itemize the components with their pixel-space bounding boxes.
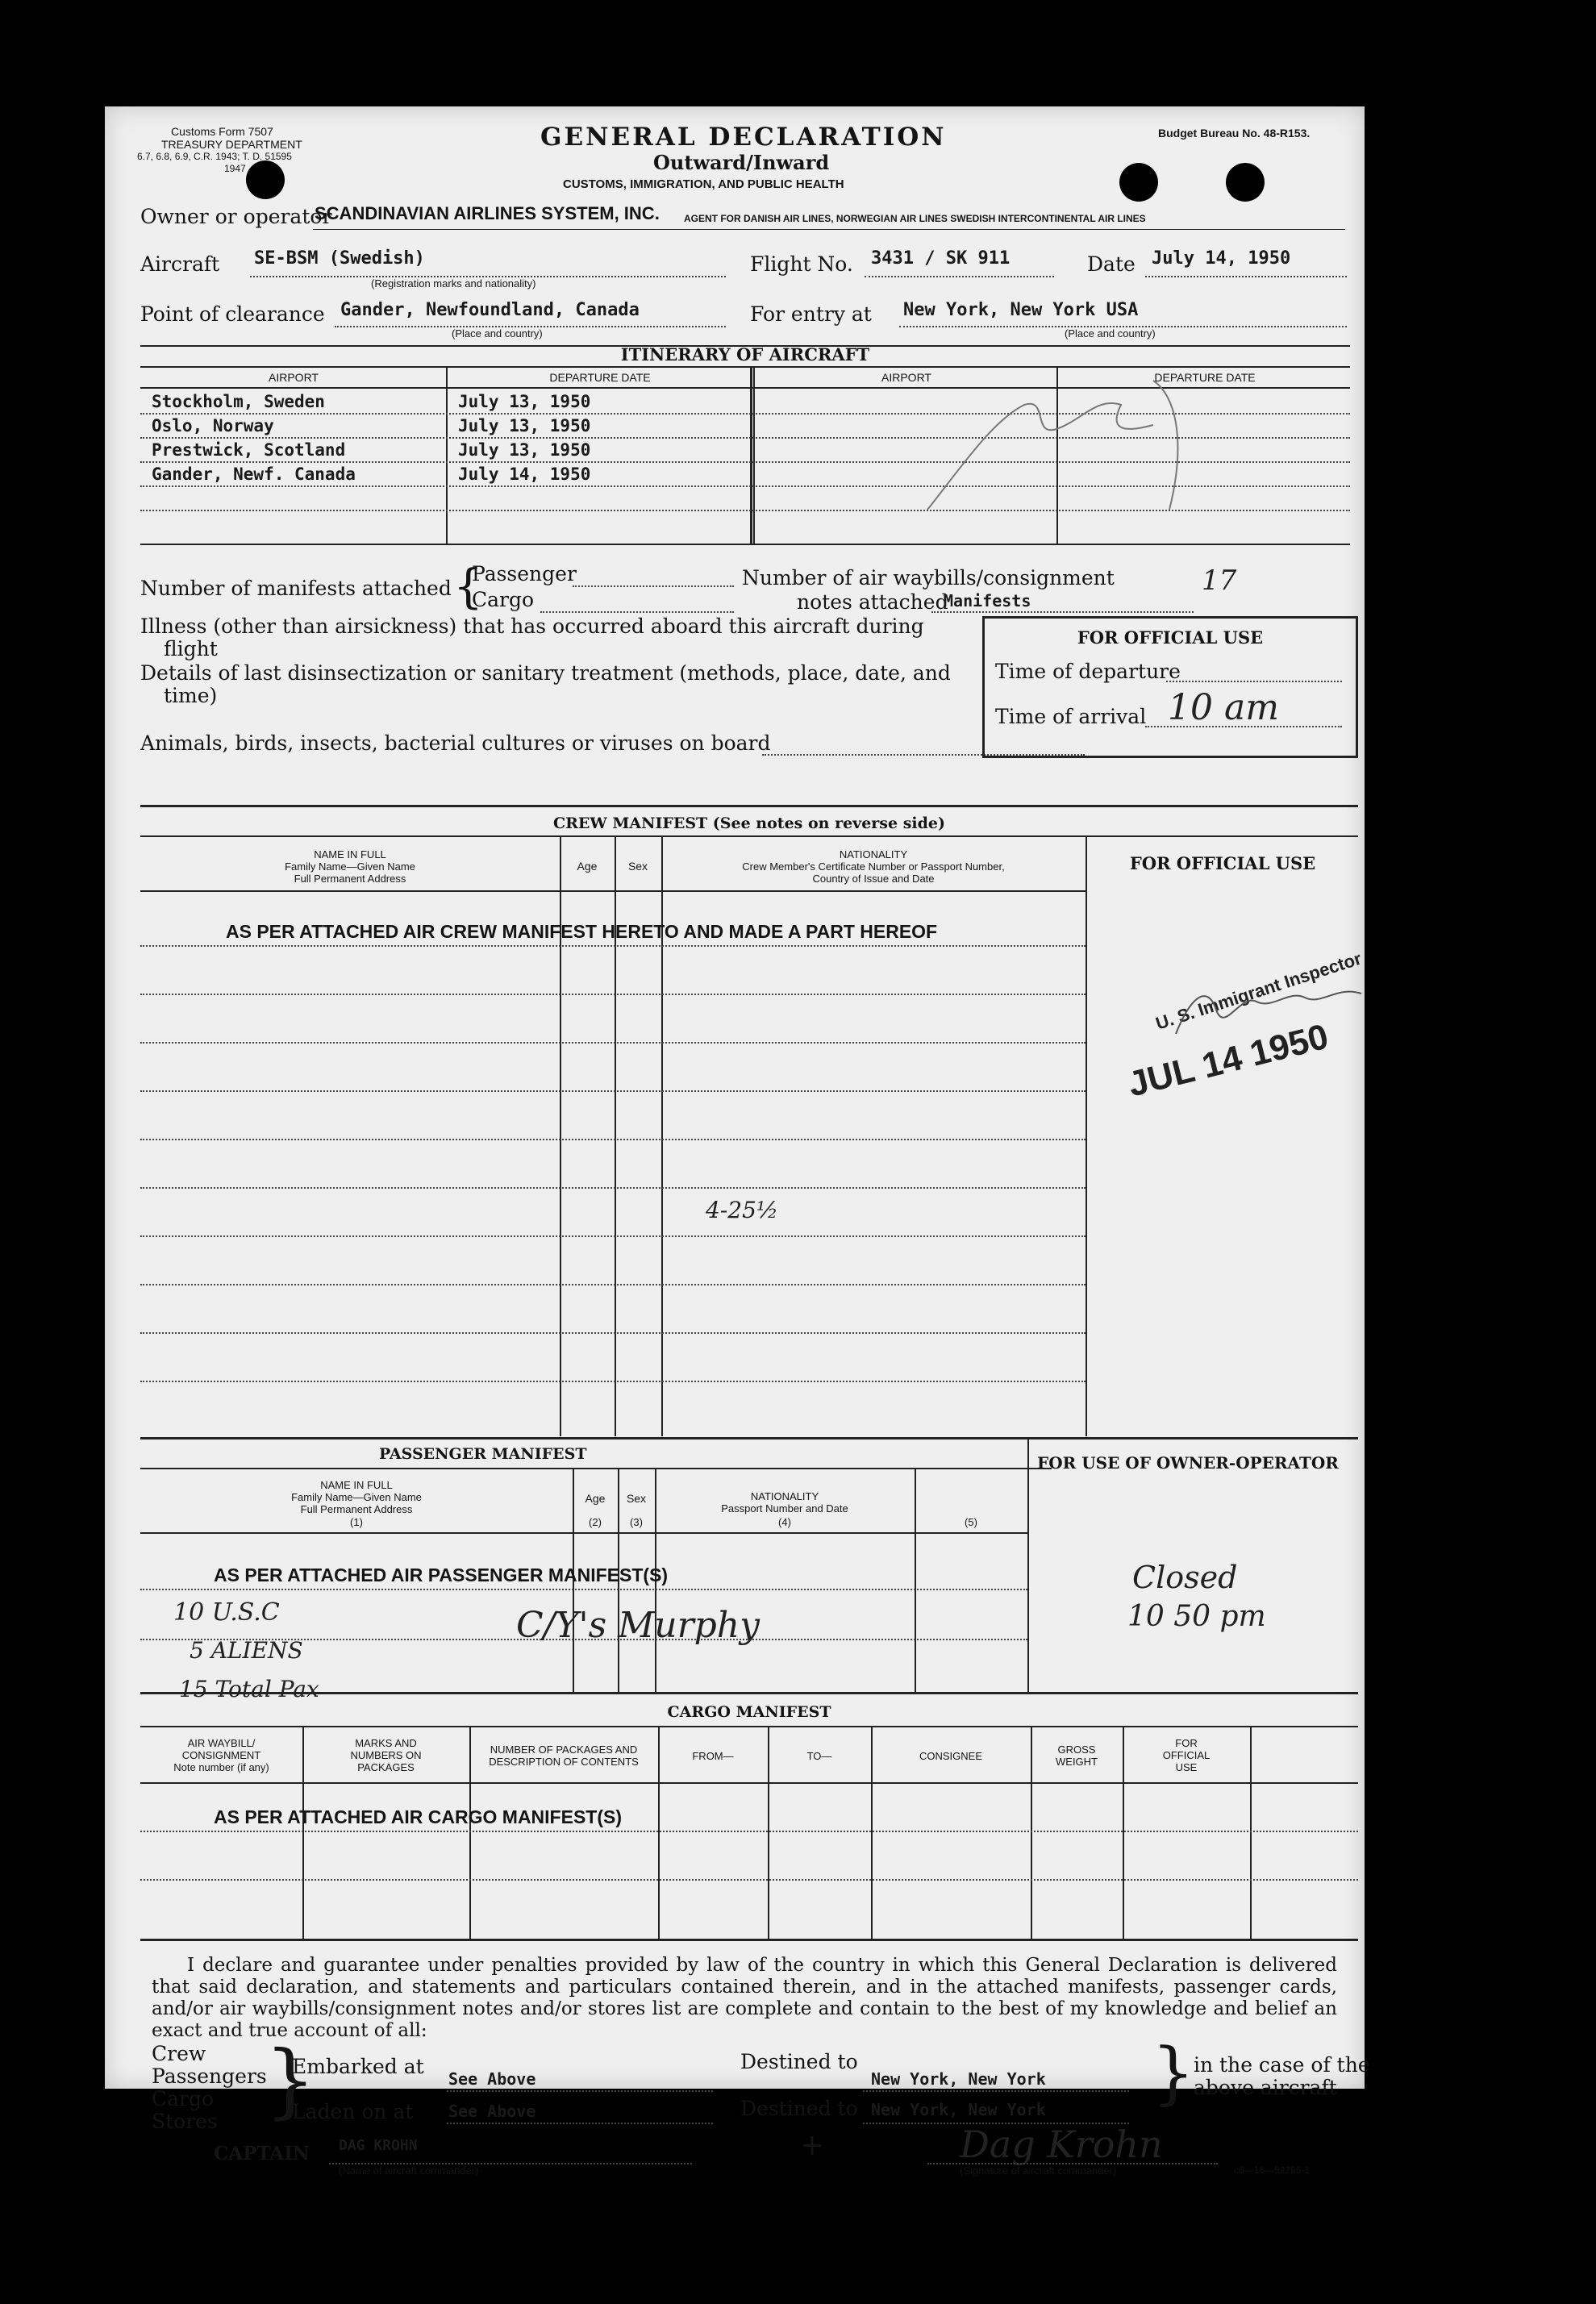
form-date: 1947 <box>224 163 246 174</box>
crew-official-use: FOR OFFICIAL USE <box>1129 853 1316 873</box>
itinerary-scribble <box>911 348 1202 534</box>
passenger-col-name: NAME IN FULL Family Name—Given Name Full Permanent Address <box>291 1479 422 1515</box>
form-subtitle: CUSTOMS, IMMIGRATION, AND PUBLIC HEALTH <box>563 177 844 191</box>
clearance-label: Point of clearance <box>140 302 325 326</box>
owner-operator-use: FOR USE OF OWNER-OPERATOR <box>1037 1453 1339 1473</box>
entry-note: (Place and country) <box>1065 327 1156 340</box>
cargo-col-consignee: CONSIGNEE <box>919 1750 982 1762</box>
declaration-form <box>105 106 1370 2177</box>
passenger-col-num-3: (3) <box>630 1516 643 1528</box>
inspector-signature <box>1168 977 1377 1050</box>
passenger-hand-murphy: C/Y's Murphy <box>516 1605 760 1646</box>
embarked-label: Embarked at <box>292 2055 424 2078</box>
passenger-col-num-1: (1) <box>350 1516 363 1528</box>
immigration-stamp-inspector: U. S. Immigrant Inspector <box>1153 948 1365 1034</box>
decl-crew: Crew <box>152 2042 206 2065</box>
cargo-col-from: FROM— <box>692 1750 734 1762</box>
entry-label: For entry at <box>750 302 872 326</box>
passenger-col-num-2: (2) <box>589 1516 602 1528</box>
aircraft-value: SE-BSM (Swedish) <box>254 248 425 269</box>
itinerary-date-1: July 13, 1950 <box>458 392 591 411</box>
immigration-stamp-date: JUL 14 1950 <box>1124 1016 1332 1105</box>
illness-label: Illness (other than airsickness) that has occurred aboard this aircraft during <box>140 615 924 638</box>
punch-hole <box>1119 163 1158 202</box>
passenger-closed: Closed <box>1132 1560 1238 1595</box>
decl-stores: Stores <box>152 2110 218 2133</box>
passenger-col-sex: Sex <box>626 1492 647 1505</box>
disinsect-label-2: time) <box>164 684 218 707</box>
above-aircraft-label: above aircraft <box>1194 2076 1337 2099</box>
punch-hole <box>246 160 285 199</box>
cargo-col-official: FOR OFFICIAL USE <box>1162 1737 1211 1773</box>
declaration-text: I declare and guarantee under penalties provided by law of the country in which this General Declaration is delivered that said declaration, and statements and particulars contained therein, and in the attached manifests, passenger cards, and/or air waybills/consignment notes and/or stores list are complete and contain to the best of my knowledge and belief an exact and true account of all: <box>152 1955 1337 2041</box>
decl-passengers: Passengers <box>152 2064 267 2088</box>
punch-hole <box>1226 163 1265 202</box>
date-value: July 14, 1950 <box>1152 248 1291 269</box>
crew-col-age: Age <box>577 860 598 873</box>
passenger-col-nationality: NATIONALITY Passport Number and Date <box>721 1490 848 1514</box>
passenger-title: PASSENGER MANIFEST <box>379 1445 587 1463</box>
itinerary-col-departure: DEPARTURE DATE <box>549 371 651 384</box>
destined-label-2: Destined to <box>740 2097 858 2120</box>
passenger-col-age: Age <box>585 1492 606 1505</box>
cargo-col-gross: GROSS WEIGHT <box>1056 1744 1098 1768</box>
passenger-hand-aliens: 5 ALIENS <box>190 1637 303 1664</box>
itinerary-date-2: July 13, 1950 <box>458 416 591 435</box>
date-label: Date <box>1087 252 1136 276</box>
cargo-col-marks: MARKS AND NUMBERS ON PACKAGES <box>350 1737 422 1773</box>
budget-bureau-number: Budget Bureau No. 48-R153. <box>1158 127 1311 140</box>
passenger-hand-total: 15 Total Pax <box>179 1676 319 1702</box>
passenger-col-num-5: (5) <box>965 1516 977 1528</box>
cross-mark: + <box>800 2129 825 2162</box>
flight-label: Flight No. <box>750 252 853 276</box>
itinerary-airport-1: Stockholm, Sweden <box>152 392 325 411</box>
form-direction: Outward/Inward <box>653 151 830 174</box>
waybills-label: Number of air waybills/consignment <box>742 566 1115 590</box>
destined-label-1: Destined to <box>740 2050 858 2073</box>
waybills-value: Manifests <box>944 591 1031 610</box>
cargo-title: CARGO MANIFEST <box>667 1703 831 1721</box>
disinsect-label: Details of last disinsectization or sanitary treatment (methods, place, date, and <box>140 661 951 685</box>
captain-label: CAPTAIN <box>214 2143 310 2164</box>
waybills-label-2: notes attached <box>797 590 948 614</box>
captain-name-note: (Name of aircraft commander) <box>339 2164 479 2177</box>
itinerary-date-4: July 14, 1950 <box>458 465 591 484</box>
in-case-label: in the case of the <box>1194 2053 1370 2077</box>
itinerary-airport-3: Prestwick, Scotland <box>152 440 346 460</box>
time-departure-label: Time of departure <box>995 660 1181 683</box>
art-reference: 6.7, 6.8, 6.9, C.R. 1943; T. D. 51595 <box>137 151 292 162</box>
owner-value: SCANDINAVIAN AIRLINES SYSTEM, INC. <box>315 203 660 223</box>
aircraft-note: (Registration marks and nationality) <box>371 277 536 290</box>
aircraft-label: Aircraft <box>140 252 220 276</box>
passenger-closed-time: 10 50 pm <box>1127 1600 1266 1633</box>
cargo-col-to: TO— <box>806 1750 832 1762</box>
form-code: c6—16—52255-1 <box>1234 2164 1311 2176</box>
treasury-department: TREASURY DEPARTMENT <box>161 138 302 151</box>
laden-label: Laden on at <box>292 2100 414 2123</box>
time-arrival-label: Time of arrival <box>995 705 1147 728</box>
crew-col-nationality: NATIONALITY Crew Member's Certificate Number or Passport Number, Country of Issue and Date <box>742 848 1005 885</box>
decl-brace: } <box>265 2033 316 2127</box>
manifest-cargo-label: Cargo <box>472 588 535 611</box>
passenger-entry: AS PER ATTACHED AIR PASSENGER MANIFEST(S) <box>214 1564 669 1585</box>
crew-col-name: NAME IN FULL Family Name—Given Name Full Permanent Address <box>285 848 415 885</box>
manifest-passenger-label: Passenger <box>472 562 577 585</box>
cargo-col-number: NUMBER OF PACKAGES AND DESCRIPTION OF CONTENTS <box>489 1744 639 1768</box>
animals-label: Animals, birds, insects, bacterial cultures or viruses on board <box>140 731 771 755</box>
itinerary-airport-4: Gander, Newf. Canada <box>152 465 356 484</box>
manifests-brace: { <box>453 559 483 614</box>
time-arrival-value: 10 am <box>1168 687 1279 728</box>
crew-title: CREW MANIFEST (See notes on reverse side) <box>552 815 945 832</box>
captain-value: DAG KROHN <box>339 2137 418 2154</box>
itinerary-col-departure-2: DEPARTURE DATE <box>1154 371 1256 384</box>
laden-value: See Above <box>448 2102 536 2121</box>
clearance-note: (Place and country) <box>452 327 543 340</box>
itinerary-date-3: July 13, 1950 <box>458 440 591 460</box>
passenger-hand-usc: 10 U.S.C <box>173 1598 280 1627</box>
official-use-title: FOR OFFICIAL USE <box>1077 627 1264 648</box>
itinerary-title: ITINERARY OF AIRCRAFT <box>620 344 870 365</box>
passenger-col-num-4: (4) <box>778 1516 791 1528</box>
decl-cargo: Cargo <box>152 2087 215 2110</box>
manifests-label: Number of manifests attached <box>140 577 452 600</box>
crew-entry: AS PER ATTACHED AIR CREW MANIFEST HERETO AND MADE A PART HEREOF <box>226 921 938 942</box>
destined-value-2: New York, New York <box>871 2100 1046 2119</box>
illness-label-2: flight <box>164 637 218 660</box>
itinerary-col-airport-2: AIRPORT <box>881 371 931 384</box>
form-title: GENERAL DECLARATION <box>540 123 947 152</box>
customs-form-number: Customs Form 7507 <box>171 125 273 138</box>
itinerary-col-airport: AIRPORT <box>269 371 319 384</box>
cargo-col-waybill: AIR WAYBILL/ CONSIGNMENT Note number (if any) <box>173 1737 269 1773</box>
captain-signature: Dag Krohn <box>960 2123 1163 2166</box>
entry-value: New York, New York USA <box>903 300 1139 320</box>
waybills-count: 17 <box>1202 565 1237 597</box>
owner-agent: AGENT FOR DANISH AIR LINES, NORWEGIAN AIR LINES SWEDISH INTERCONTINENTAL AIR LINES <box>684 213 1146 224</box>
destined-value-1: New York, New York <box>871 2069 1046 2089</box>
flight-value: 3431 / SK 911 <box>871 248 1011 269</box>
crew-handnote: 4-25½ <box>706 1197 779 1223</box>
decl-brace-right: } <box>1152 2033 1195 2112</box>
embarked-value: See Above <box>448 2069 536 2089</box>
cargo-entry: AS PER ATTACHED AIR CARGO MANIFEST(S) <box>214 1806 622 1827</box>
captain-signature-note: (Signature of aircraft commander) <box>960 2164 1117 2177</box>
itinerary-airport-2: Oslo, Norway <box>152 416 274 435</box>
crew-col-sex: Sex <box>627 860 648 873</box>
owner-label: Owner or operator <box>140 205 332 228</box>
clearance-value: Gander, Newfoundland, Canada <box>340 300 640 320</box>
